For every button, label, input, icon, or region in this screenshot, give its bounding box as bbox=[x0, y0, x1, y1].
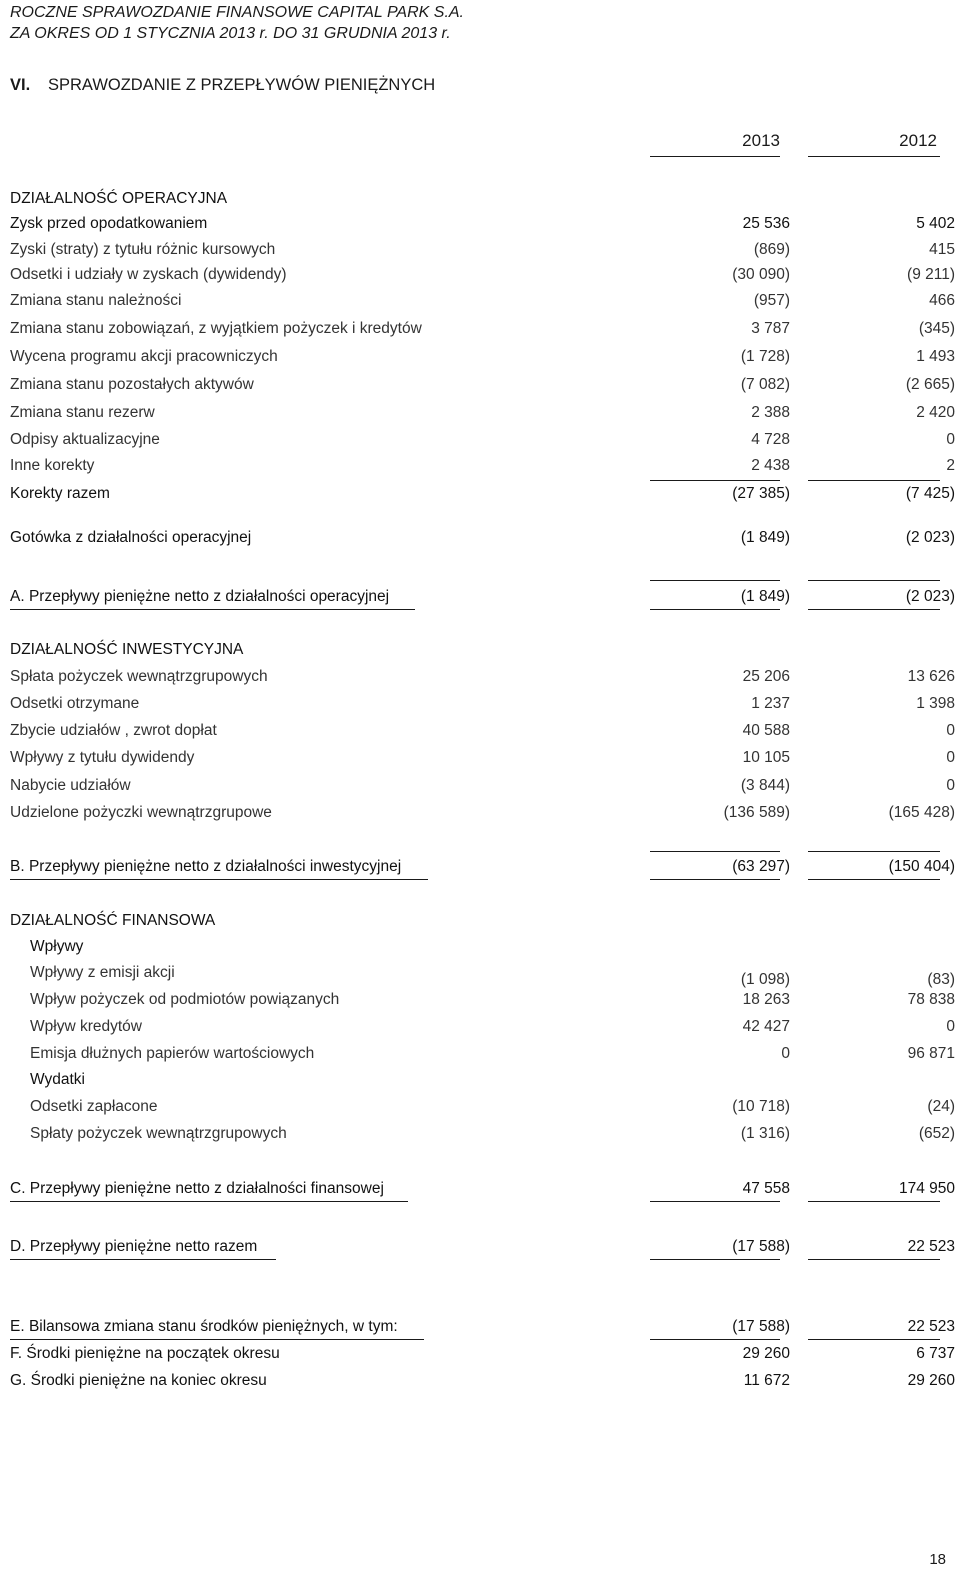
value-2013: (3 844) bbox=[740, 777, 790, 794]
row-label: B. Przepływy pieniężne netto z działalności inwestycyjnej bbox=[10, 858, 402, 875]
value-2013: (869) bbox=[753, 241, 790, 258]
table-row bbox=[10, 777, 955, 801]
table-row bbox=[10, 804, 955, 828]
total-value-underline bbox=[808, 1259, 940, 1260]
value-2012: (7 425) bbox=[905, 485, 955, 502]
total-label-underline bbox=[10, 1201, 408, 1202]
row-label: Gotówka z działalności operacyjnej bbox=[10, 529, 252, 546]
value-2013: (1 728) bbox=[740, 348, 790, 365]
row-label: Spłata pożyczek wewnątrzgrupowych bbox=[10, 668, 268, 685]
value-2013: (957) bbox=[753, 292, 790, 309]
value-2012: (345) bbox=[918, 320, 955, 337]
row-label: Zysk przed opodatkowaniem bbox=[10, 215, 208, 232]
total-value-underline bbox=[650, 1339, 780, 1340]
value-2013: 2 388 bbox=[751, 404, 790, 421]
table-row bbox=[10, 1018, 955, 1042]
value-2012: 1 398 bbox=[916, 695, 955, 712]
row-label: Korekty razem bbox=[10, 485, 110, 502]
table-row bbox=[10, 348, 955, 372]
value-2012: 0 bbox=[946, 749, 955, 766]
value-2013: (17 588) bbox=[732, 1318, 790, 1335]
value-2013: 29 260 bbox=[742, 1345, 790, 1362]
table-row bbox=[10, 668, 955, 692]
table-row bbox=[10, 215, 955, 239]
value-2012: 0 bbox=[946, 777, 955, 794]
total-value-underline bbox=[650, 879, 780, 880]
row-label: Odsetki otrzymane bbox=[10, 695, 140, 712]
value-2013: 18 263 bbox=[742, 991, 790, 1008]
row-label: Wpływ kredytów bbox=[30, 1018, 142, 1035]
row-label: DZIAŁALNOŚĆ FINANSOWA bbox=[10, 912, 216, 929]
value-2013: 1 237 bbox=[751, 695, 790, 712]
total-value-underline bbox=[650, 1259, 780, 1260]
row-label: Udzielone pożyczki wewnątrzgrupowe bbox=[10, 804, 272, 821]
row-label: Odsetki zapłacone bbox=[30, 1098, 158, 1115]
value-2012: (9 211) bbox=[907, 266, 955, 283]
row-label: Zyski (straty) z tytułu różnic kursowych bbox=[10, 241, 276, 258]
value-2013: (63 297) bbox=[732, 858, 790, 875]
total-value-underline bbox=[808, 879, 940, 880]
value-2013: (7 082) bbox=[740, 376, 790, 393]
table-row bbox=[10, 1098, 955, 1122]
value-2012: 174 950 bbox=[898, 1180, 955, 1197]
value-2013: (10 718) bbox=[732, 1098, 790, 1115]
header-line-1: ROCZNE SPRAWOZDANIE FINANSOWE CAPITAL PARK S.A. bbox=[10, 4, 464, 21]
table-row bbox=[10, 457, 955, 481]
row-label: Odsetki i udziały w zyskach (dywidendy) bbox=[10, 266, 287, 283]
year-header-2012: 2012 bbox=[899, 131, 937, 150]
value-2013: 25 536 bbox=[742, 215, 790, 232]
value-2013: (1 849) bbox=[740, 529, 790, 546]
value-2012: 1 493 bbox=[916, 348, 955, 365]
section-total-line bbox=[650, 580, 780, 581]
section-title bbox=[10, 76, 435, 95]
row-label: D. Przepływy pieniężne netto razem bbox=[10, 1238, 258, 1255]
value-2012: 78 838 bbox=[907, 991, 955, 1008]
table-row bbox=[10, 1372, 955, 1396]
section-title-text: SPRAWOZDANIE Z PRZEPŁYWÓW PIENIĘŻNYCH bbox=[48, 76, 436, 94]
table-row bbox=[10, 241, 955, 265]
total-label-underline bbox=[10, 879, 428, 880]
row-label: Wpływ pożyczek od podmiotów powiązanych bbox=[30, 991, 340, 1008]
section-total-line bbox=[808, 851, 940, 852]
table-row bbox=[10, 431, 955, 455]
row-label: Wycena programu akcji pracowniczych bbox=[10, 348, 278, 365]
row-label: DZIAŁALNOŚĆ OPERACYJNA bbox=[10, 190, 228, 207]
value-2012: (2 665) bbox=[905, 376, 955, 393]
value-2013: (27 385) bbox=[732, 485, 790, 502]
value-2013: (17 588) bbox=[732, 1238, 790, 1255]
row-label: Zmiana stanu pozostałych aktywów bbox=[10, 376, 254, 393]
table-row bbox=[10, 292, 955, 316]
year-underline bbox=[808, 156, 940, 157]
value-2013: 25 206 bbox=[742, 668, 790, 685]
row-label: E. Bilansowa zmiana stanu środków pieniężnych, w tym: bbox=[10, 1318, 398, 1335]
row-label: Zmiana stanu rezerw bbox=[10, 404, 155, 421]
value-2013: 3 787 bbox=[751, 320, 790, 337]
table-row bbox=[10, 1345, 955, 1369]
value-2012: 0 bbox=[946, 431, 955, 448]
report-header bbox=[10, 2, 464, 44]
table-row bbox=[10, 964, 955, 988]
value-2013: 11 672 bbox=[743, 1372, 790, 1389]
table-row bbox=[10, 529, 955, 553]
table-row bbox=[10, 190, 945, 214]
row-label: Odpisy aktualizacyjne bbox=[10, 431, 160, 448]
subtotal-line bbox=[808, 480, 940, 481]
total-value-underline bbox=[808, 1339, 940, 1340]
value-2012: 29 260 bbox=[907, 1372, 955, 1389]
value-2013: 40 588 bbox=[742, 722, 790, 739]
table-row bbox=[10, 1045, 955, 1069]
row-label: Wpływy z tytułu dywidendy bbox=[10, 749, 195, 766]
value-2012: 22 523 bbox=[907, 1238, 955, 1255]
row-label: Zmiana stanu należności bbox=[10, 292, 182, 309]
table-row bbox=[10, 266, 955, 290]
page-number: 18 bbox=[929, 1551, 946, 1568]
value-2013: (1 098) bbox=[740, 971, 790, 988]
value-2012: 466 bbox=[929, 292, 955, 309]
total-value-underline bbox=[808, 609, 940, 610]
table-row bbox=[10, 991, 955, 1015]
row-label: Emisja dłużnych papierów wartościowych bbox=[30, 1045, 315, 1062]
table-row bbox=[10, 641, 945, 665]
row-label: C. Przepływy pieniężne netto z działalności finansowej bbox=[10, 1180, 384, 1197]
table-row bbox=[10, 320, 955, 344]
row-label: G. Środki pieniężne na koniec okresu bbox=[10, 1372, 267, 1389]
table-row bbox=[10, 695, 955, 719]
value-2012: (24) bbox=[927, 1098, 955, 1115]
total-value-underline bbox=[650, 1201, 780, 1202]
row-label: Wydatki bbox=[30, 1071, 85, 1088]
value-2013: (136 589) bbox=[723, 804, 790, 821]
value-2012: 0 bbox=[946, 722, 955, 739]
row-label: Inne korekty bbox=[10, 457, 95, 474]
value-2012: 13 626 bbox=[907, 668, 955, 685]
value-2012: 415 bbox=[929, 241, 955, 258]
row-label: Spłaty pożyczek wewnątrzgrupowych bbox=[30, 1125, 287, 1142]
row-label: Nabycie udziałów bbox=[10, 777, 131, 794]
table-row bbox=[10, 485, 955, 509]
value-2012: (83) bbox=[927, 971, 955, 988]
table-row bbox=[10, 938, 945, 962]
value-2012: (2 023) bbox=[905, 529, 955, 546]
value-2012: (165 428) bbox=[888, 804, 955, 821]
total-label-underline bbox=[10, 609, 415, 610]
row-label: F. Środki pieniężne na początek okresu bbox=[10, 1345, 280, 1362]
value-2013: (1 849) bbox=[740, 588, 790, 605]
value-2013: 4 728 bbox=[751, 431, 790, 448]
year-header-2013: 2013 bbox=[742, 131, 780, 150]
subtotal-line bbox=[650, 480, 780, 481]
section-total-line bbox=[808, 580, 940, 581]
total-label-underline bbox=[10, 1339, 424, 1340]
table-row bbox=[10, 912, 945, 936]
table-row bbox=[10, 376, 955, 400]
value-2013: 2 438 bbox=[751, 457, 790, 474]
row-label: DZIAŁALNOŚĆ INWESTYCYJNA bbox=[10, 641, 244, 658]
value-2013: (30 090) bbox=[732, 266, 790, 283]
value-2013: 47 558 bbox=[742, 1180, 790, 1197]
total-label-underline bbox=[10, 1259, 276, 1260]
total-value-underline bbox=[808, 1201, 940, 1202]
value-2012: 96 871 bbox=[907, 1045, 955, 1062]
value-2012: (2 023) bbox=[905, 588, 955, 605]
row-label: Wpływy z emisji akcji bbox=[30, 964, 175, 981]
header-line-2: ZA OKRES OD 1 STYCZNIA 2013 r. DO 31 GRUDNIA 2013 r. bbox=[10, 25, 451, 42]
table-row bbox=[10, 404, 955, 428]
table-row bbox=[10, 1125, 955, 1149]
value-2013: 0 bbox=[781, 1045, 790, 1062]
value-2012: 0 bbox=[946, 1018, 955, 1035]
value-2012: 6 737 bbox=[916, 1345, 955, 1362]
row-label: Wpływy bbox=[30, 938, 84, 955]
year-underline bbox=[650, 156, 780, 157]
value-2012: 2 bbox=[946, 457, 955, 474]
value-2012: 5 402 bbox=[916, 215, 955, 232]
value-2012: (150 404) bbox=[888, 858, 955, 875]
row-label: Zbycie udziałów , zwrot dopłat bbox=[10, 722, 217, 739]
value-2013: 42 427 bbox=[742, 1018, 790, 1035]
section-number: VI. bbox=[10, 76, 31, 94]
table-row bbox=[10, 749, 955, 773]
value-2012: (652) bbox=[918, 1125, 955, 1142]
row-label: Zmiana stanu zobowiązań, z wyjątkiem pożyczek i kredytów bbox=[10, 320, 422, 337]
value-2012: 22 523 bbox=[907, 1318, 955, 1335]
value-2013: 10 105 bbox=[742, 749, 790, 766]
table-row bbox=[10, 722, 955, 746]
total-value-underline bbox=[650, 609, 780, 610]
section-total-line bbox=[650, 851, 780, 852]
value-2012: 2 420 bbox=[916, 404, 955, 421]
value-2013: (1 316) bbox=[740, 1125, 790, 1142]
table-row bbox=[10, 1071, 945, 1095]
row-label: A. Przepływy pieniężne netto z działalności operacyjnej bbox=[10, 588, 390, 605]
